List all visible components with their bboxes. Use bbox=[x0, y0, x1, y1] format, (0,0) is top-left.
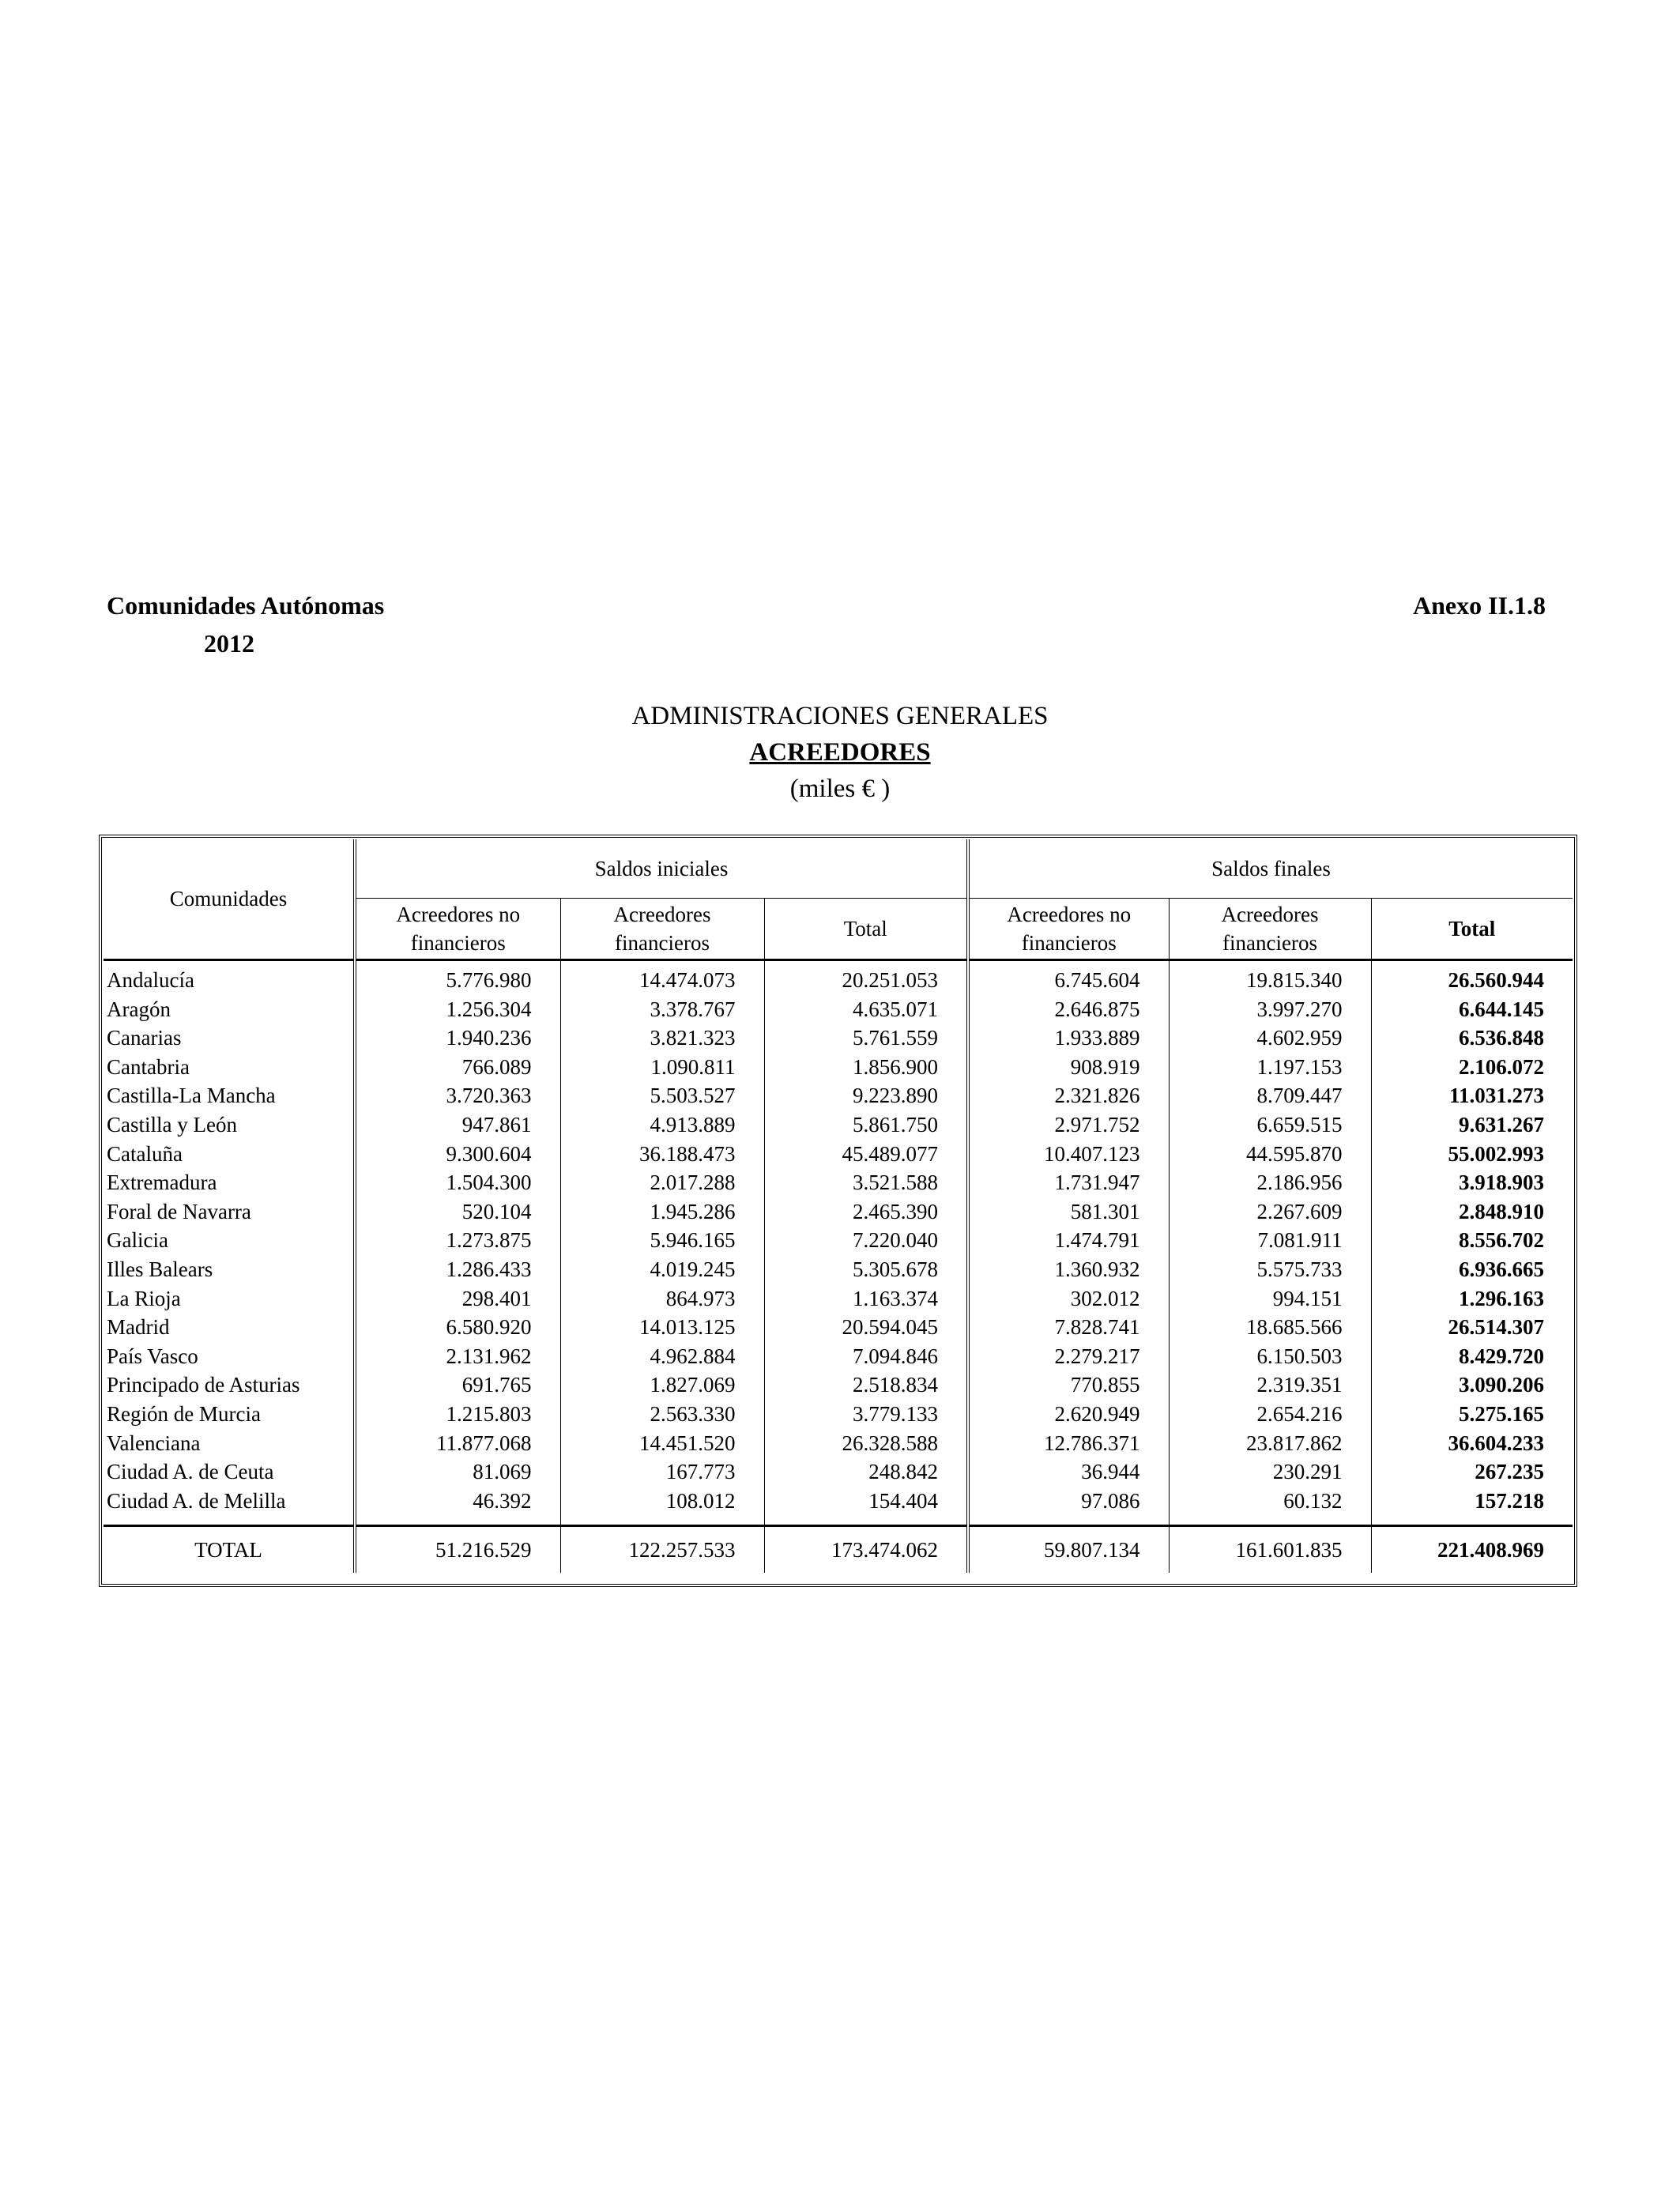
value-cell: 23.817.862 bbox=[1169, 1429, 1371, 1458]
creditors-table bbox=[104, 839, 1573, 1573]
value-cell: 2.131.962 bbox=[355, 1342, 560, 1371]
total-value-cell: 161.601.835 bbox=[1169, 1526, 1371, 1574]
value-cell: 26.514.307 bbox=[1371, 1313, 1573, 1342]
value-cell: 26.560.944 bbox=[1371, 966, 1573, 995]
value-cell: 994.151 bbox=[1169, 1284, 1371, 1314]
value-cell: 11.877.068 bbox=[355, 1429, 560, 1458]
value-cell: 12.786.371 bbox=[968, 1429, 1169, 1458]
table-row bbox=[104, 1400, 1573, 1429]
value-cell: 8.429.720 bbox=[1371, 1342, 1573, 1371]
table-row bbox=[104, 1429, 1573, 1458]
value-cell: 1.296.163 bbox=[1371, 1284, 1573, 1314]
value-cell: 9.223.890 bbox=[764, 1081, 968, 1110]
document-subtitle: ACREEDORES bbox=[749, 738, 931, 767]
value-cell: 248.842 bbox=[764, 1457, 968, 1487]
units-label: (miles € ) bbox=[789, 775, 891, 803]
value-cell: 1.933.889 bbox=[968, 1023, 1169, 1053]
value-cell: 2.321.826 bbox=[968, 1081, 1169, 1110]
value-cell: 1.940.236 bbox=[355, 1023, 560, 1053]
value-cell: 4.962.884 bbox=[560, 1342, 764, 1371]
value-cell: 864.973 bbox=[560, 1284, 764, 1314]
value-cell: 3.720.363 bbox=[355, 1081, 560, 1110]
value-cell: 9.631.267 bbox=[1371, 1110, 1573, 1140]
value-cell: 230.291 bbox=[1169, 1457, 1371, 1487]
value-cell: 1.163.374 bbox=[764, 1284, 968, 1314]
value-cell: 2.279.217 bbox=[968, 1342, 1169, 1371]
header-entity: Comunidades Autónomas bbox=[107, 591, 385, 620]
value-cell: 2.017.288 bbox=[560, 1168, 764, 1197]
value-cell: 267.235 bbox=[1371, 1457, 1573, 1487]
column-header-final-no-fin: Acreedores no financieros bbox=[968, 899, 1169, 960]
value-cell: 1.256.304 bbox=[355, 995, 560, 1024]
region-name-cell: Canarias bbox=[107, 1026, 182, 1050]
value-cell: 167.773 bbox=[560, 1457, 764, 1487]
value-cell: 6.936.665 bbox=[1371, 1255, 1573, 1284]
value-cell: 2.620.949 bbox=[968, 1400, 1169, 1429]
value-cell: 45.489.077 bbox=[764, 1140, 968, 1169]
value-cell: 5.861.750 bbox=[764, 1110, 968, 1140]
total-value-cell: 51.216.529 bbox=[355, 1526, 560, 1574]
value-cell: 2.267.609 bbox=[1169, 1197, 1371, 1227]
region-name-cell: Cantabria bbox=[107, 1054, 190, 1079]
region-name-cell: Andalucía bbox=[107, 968, 194, 992]
value-cell: 947.861 bbox=[355, 1110, 560, 1140]
value-cell: 7.220.040 bbox=[764, 1226, 968, 1255]
value-cell: 1.286.433 bbox=[355, 1255, 560, 1284]
value-cell: 1.827.069 bbox=[560, 1370, 764, 1400]
value-cell: 3.521.588 bbox=[764, 1168, 968, 1197]
value-cell: 60.132 bbox=[1169, 1487, 1371, 1516]
value-cell: 1.197.153 bbox=[1169, 1053, 1371, 1082]
value-cell: 2.646.875 bbox=[968, 995, 1169, 1024]
value-cell: 5.776.980 bbox=[355, 966, 560, 995]
value-cell: 2.971.752 bbox=[968, 1110, 1169, 1140]
total-value-cell: 173.474.062 bbox=[764, 1526, 968, 1574]
region-name-cell: Región de Murcia bbox=[107, 1401, 261, 1426]
value-cell: 1.090.811 bbox=[560, 1053, 764, 1082]
value-cell: 691.765 bbox=[355, 1370, 560, 1400]
value-cell: 3.779.133 bbox=[764, 1400, 968, 1429]
column-header-comunidades: Comunidades bbox=[104, 839, 355, 960]
value-cell: 108.012 bbox=[560, 1487, 764, 1516]
value-cell: 81.069 bbox=[355, 1457, 560, 1487]
value-cell: 7.081.911 bbox=[1169, 1226, 1371, 1255]
table-row bbox=[104, 966, 1573, 995]
column-header-final-total: Total bbox=[1371, 899, 1573, 960]
value-cell: 6.745.604 bbox=[968, 966, 1169, 995]
value-cell: 1.215.803 bbox=[355, 1400, 560, 1429]
value-cell: 7.094.846 bbox=[764, 1342, 968, 1371]
table-row bbox=[104, 995, 1573, 1024]
value-cell: 2.518.834 bbox=[764, 1370, 968, 1400]
value-cell: 11.031.273 bbox=[1371, 1081, 1573, 1110]
value-cell: 1.856.900 bbox=[764, 1053, 968, 1082]
table-row bbox=[104, 1457, 1573, 1487]
region-name-cell: País Vasco bbox=[107, 1344, 198, 1368]
value-cell: 9.300.604 bbox=[355, 1140, 560, 1169]
value-cell: 5.761.559 bbox=[764, 1023, 968, 1053]
value-cell: 10.407.123 bbox=[968, 1140, 1169, 1169]
value-cell: 20.594.045 bbox=[764, 1313, 968, 1342]
table-row bbox=[104, 1168, 1573, 1197]
value-cell: 2.848.910 bbox=[1371, 1197, 1573, 1227]
table-row bbox=[104, 1370, 1573, 1400]
value-cell: 7.828.741 bbox=[968, 1313, 1169, 1342]
total-label-cell: TOTAL bbox=[104, 1526, 355, 1574]
table-row bbox=[104, 1313, 1573, 1342]
column-header-initial-no-fin: Acreedores no financieros bbox=[355, 899, 560, 960]
value-cell: 5.275.165 bbox=[1371, 1400, 1573, 1429]
table-row bbox=[104, 1140, 1573, 1169]
column-header-initial-total: Total bbox=[764, 899, 968, 960]
value-cell: 4.635.071 bbox=[764, 995, 968, 1024]
table-body bbox=[104, 960, 1573, 1574]
value-cell: 14.451.520 bbox=[560, 1429, 764, 1458]
value-cell: 1.504.300 bbox=[355, 1168, 560, 1197]
value-cell: 1.731.947 bbox=[968, 1168, 1169, 1197]
table-row bbox=[104, 1342, 1573, 1371]
value-cell: 8.709.447 bbox=[1169, 1081, 1371, 1110]
region-name-cell: Galicia bbox=[107, 1228, 168, 1253]
value-cell: 2.106.072 bbox=[1371, 1053, 1573, 1082]
value-cell: 6.659.515 bbox=[1169, 1110, 1371, 1140]
value-cell: 6.644.145 bbox=[1371, 995, 1573, 1024]
table-row bbox=[104, 1053, 1573, 1082]
value-cell: 3.378.767 bbox=[560, 995, 764, 1024]
value-cell: 298.401 bbox=[355, 1284, 560, 1314]
value-cell: 8.556.702 bbox=[1371, 1226, 1573, 1255]
value-cell: 1.945.286 bbox=[560, 1197, 764, 1227]
value-cell: 46.392 bbox=[355, 1487, 560, 1516]
region-name-cell: Valenciana bbox=[107, 1431, 201, 1455]
header-year: 2012 bbox=[204, 629, 254, 658]
value-cell: 26.328.588 bbox=[764, 1429, 968, 1458]
value-cell: 581.301 bbox=[968, 1197, 1169, 1227]
value-cell: 36.944 bbox=[968, 1457, 1169, 1487]
value-cell: 4.602.959 bbox=[1169, 1023, 1371, 1053]
group-header-initial: Saldos iniciales bbox=[355, 839, 968, 899]
value-cell: 1.474.791 bbox=[968, 1226, 1169, 1255]
header-annex: Anexo II.1.8 bbox=[1412, 591, 1546, 620]
value-cell: 154.404 bbox=[764, 1487, 968, 1516]
table-row bbox=[104, 1226, 1573, 1255]
group-header-final: Saldos finales bbox=[968, 839, 1573, 899]
value-cell: 3.821.323 bbox=[560, 1023, 764, 1053]
total-row bbox=[104, 1526, 1573, 1574]
value-cell: 6.580.920 bbox=[355, 1313, 560, 1342]
value-cell: 55.002.993 bbox=[1371, 1140, 1573, 1169]
value-cell: 19.815.340 bbox=[1169, 966, 1371, 995]
value-cell: 4.913.889 bbox=[560, 1110, 764, 1140]
value-cell: 97.086 bbox=[968, 1487, 1169, 1516]
value-cell: 1.360.932 bbox=[968, 1255, 1169, 1284]
region-name-cell: Ciudad A. de Melilla bbox=[107, 1488, 286, 1513]
value-cell: 44.595.870 bbox=[1169, 1140, 1371, 1169]
region-name-cell: Foral de Navarra bbox=[107, 1199, 251, 1223]
region-name-cell: La Rioja bbox=[107, 1286, 181, 1310]
value-cell: 2.563.330 bbox=[560, 1400, 764, 1429]
value-cell: 6.536.848 bbox=[1371, 1023, 1573, 1053]
value-cell: 3.090.206 bbox=[1371, 1370, 1573, 1400]
value-cell: 2.465.390 bbox=[764, 1197, 968, 1227]
region-name-cell: Castilla-La Mancha bbox=[107, 1084, 276, 1108]
total-value-cell: 59.807.134 bbox=[968, 1526, 1169, 1574]
column-header-final-fin: Acreedores financieros bbox=[1169, 899, 1371, 960]
value-cell: 520.104 bbox=[355, 1197, 560, 1227]
value-cell: 36.604.233 bbox=[1371, 1429, 1573, 1458]
value-cell: 14.474.073 bbox=[560, 966, 764, 995]
table-row bbox=[104, 1197, 1573, 1227]
value-cell: 302.012 bbox=[968, 1284, 1169, 1314]
table-row bbox=[104, 1284, 1573, 1314]
region-name-cell: Castilla y León bbox=[107, 1112, 237, 1137]
value-cell: 908.919 bbox=[968, 1053, 1169, 1082]
value-cell: 2.319.351 bbox=[1169, 1370, 1371, 1400]
region-name-cell: Aragón bbox=[107, 997, 171, 1021]
region-name-cell: Illes Balears bbox=[107, 1257, 213, 1281]
region-name-cell: Madrid bbox=[107, 1315, 170, 1340]
value-cell: 157.218 bbox=[1371, 1487, 1573, 1516]
value-cell: 36.188.473 bbox=[560, 1140, 764, 1169]
value-cell: 1.273.875 bbox=[355, 1226, 560, 1255]
table-row bbox=[104, 1255, 1573, 1284]
table-row bbox=[104, 1023, 1573, 1053]
region-name-cell: Ciudad A. de Ceuta bbox=[107, 1460, 274, 1484]
value-cell: 770.855 bbox=[968, 1370, 1169, 1400]
table-row bbox=[104, 1487, 1573, 1516]
value-cell: 18.685.566 bbox=[1169, 1313, 1371, 1342]
value-cell: 2.186.956 bbox=[1169, 1168, 1371, 1197]
value-cell: 766.089 bbox=[355, 1053, 560, 1082]
value-cell: 5.946.165 bbox=[560, 1226, 764, 1255]
table-row bbox=[104, 1081, 1573, 1110]
value-cell: 4.019.245 bbox=[560, 1255, 764, 1284]
value-cell: 2.654.216 bbox=[1169, 1400, 1371, 1429]
value-cell: 20.251.053 bbox=[764, 966, 968, 995]
value-cell: 3.997.270 bbox=[1169, 995, 1371, 1024]
region-name-cell: Extremadura bbox=[107, 1171, 217, 1195]
total-value-cell: 221.408.969 bbox=[1371, 1526, 1573, 1574]
total-value-cell: 122.257.533 bbox=[560, 1526, 764, 1574]
document-title: ADMINISTRACIONES GENERALES bbox=[631, 702, 1049, 730]
value-cell: 5.575.733 bbox=[1169, 1255, 1371, 1284]
region-name-cell: Principado de Asturias bbox=[107, 1373, 300, 1397]
table-row bbox=[104, 1110, 1573, 1140]
value-cell: 5.503.527 bbox=[560, 1081, 764, 1110]
value-cell: 5.305.678 bbox=[764, 1255, 968, 1284]
value-cell: 6.150.503 bbox=[1169, 1342, 1371, 1371]
region-name-cell: Cataluña bbox=[107, 1141, 183, 1166]
value-cell: 3.918.903 bbox=[1371, 1168, 1573, 1197]
column-header-initial-fin: Acreedores financieros bbox=[560, 899, 764, 960]
value-cell: 14.013.125 bbox=[560, 1313, 764, 1342]
